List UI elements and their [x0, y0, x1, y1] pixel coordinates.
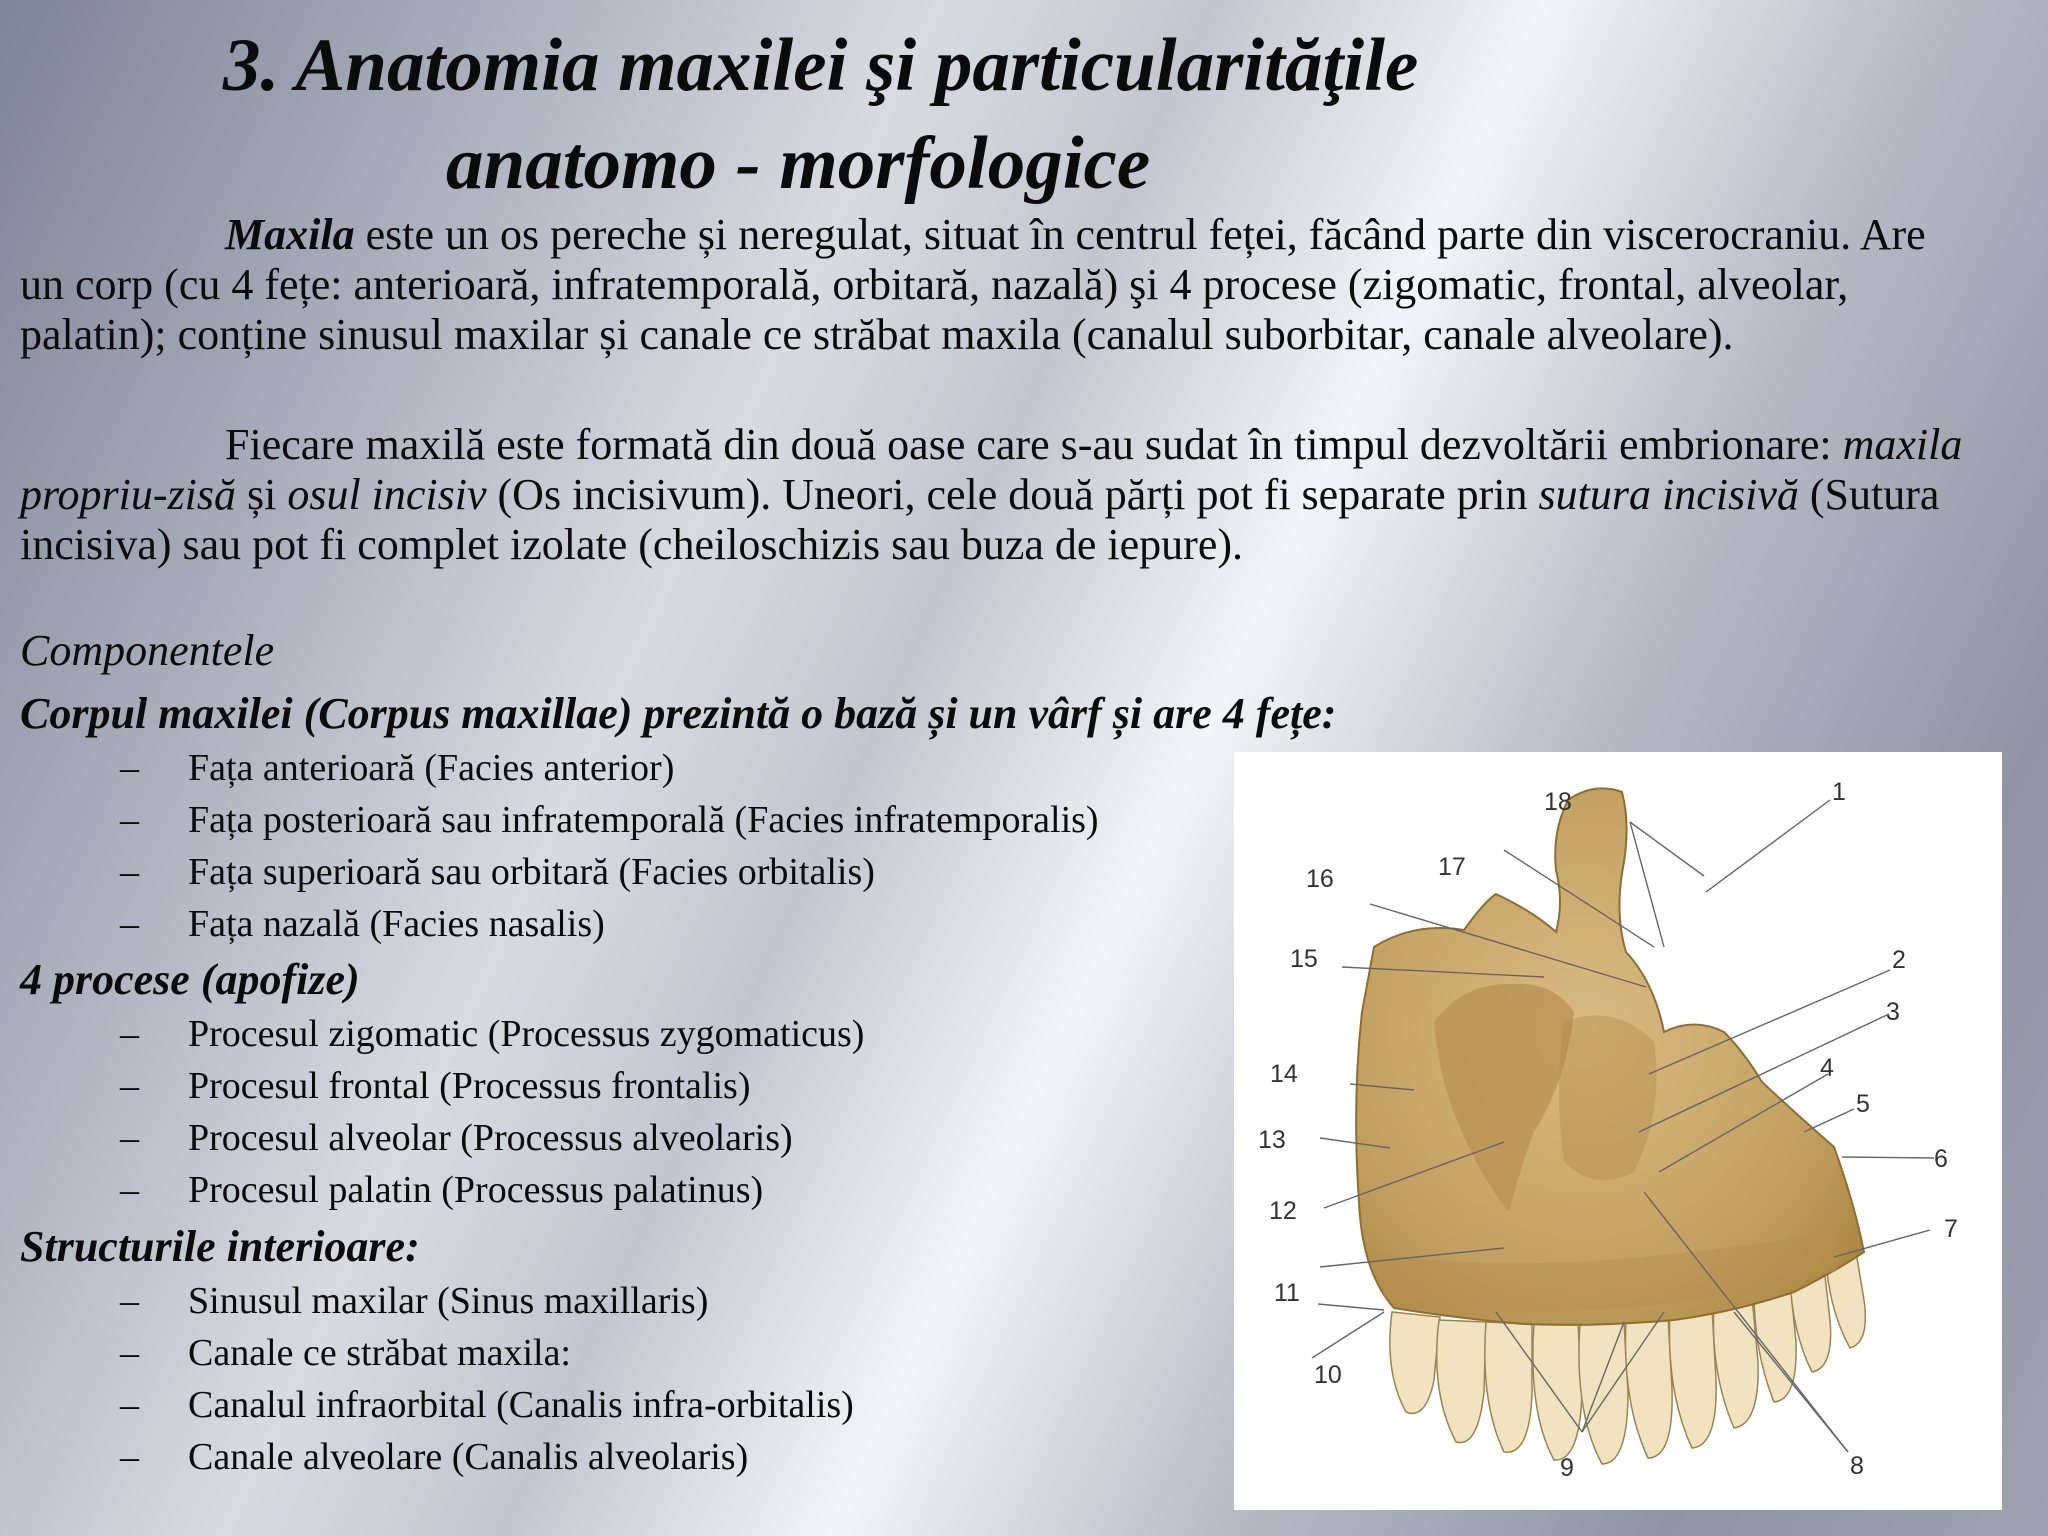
figure-label-6: 6: [1934, 1145, 1948, 1173]
tooth: [1485, 1322, 1532, 1452]
term-maxila-propriu-zisa: maxila propriu-zisă: [20, 420, 1963, 519]
list-item: [0, 1331, 854, 1383]
body-heading: Corpul maxilei (Corpus maxillae) prezintă o bază și un vârf și are 4 fețe:: [20, 689, 1337, 738]
tooth: [1625, 1317, 1672, 1458]
list-item: [0, 1435, 854, 1487]
dash-bullet: –: [120, 1169, 139, 1211]
figure-label-9: 9: [1560, 1454, 1574, 1482]
dash-bullet: –: [120, 799, 139, 841]
tooth: [1713, 1297, 1758, 1428]
tooth: [1533, 1324, 1582, 1460]
development-text-2: și: [235, 470, 288, 519]
development-text-4: (Sutura incisiva) sau pot fi complet izolate (cheiloschizis sau buza de iepure).: [20, 470, 1940, 569]
processes-heading: 4 procese (apofize): [20, 955, 360, 1004]
processes-list: [0, 1012, 864, 1220]
figure-label-13: 13: [1258, 1126, 1286, 1154]
figure-label-7: 7: [1944, 1215, 1958, 1243]
dash-bullet: –: [120, 1065, 139, 1107]
list-item: [0, 1064, 864, 1116]
figure-label-4: 4: [1820, 1054, 1834, 1082]
face-infratemporal: Fața posterioară sau infratemporală (Facies infratemporalis): [188, 799, 1099, 841]
components-heading: Componentele: [20, 626, 275, 675]
tooth: [1579, 1322, 1628, 1464]
process-frontal: Procesul frontal (Processus frontalis): [188, 1065, 751, 1107]
structures-heading: Structurile interioare:: [20, 1222, 420, 1271]
process-zygomatic: Procesul zigomatic (Processus zygomaticus): [188, 1013, 865, 1055]
process-palatine: Procesul palatin (Processus palatinus): [188, 1169, 764, 1211]
list-item: [0, 746, 1099, 798]
dash-bullet: –: [120, 1384, 139, 1426]
tooth: [1390, 1312, 1440, 1413]
structure-sinus: Sinusul maxilar (Sinus maxillaris): [188, 1280, 709, 1322]
list-item: [0, 1116, 864, 1168]
term-osul-incisiv: osul incisiv: [287, 470, 487, 519]
list-item: [0, 850, 1099, 902]
maxilla-illustration: [1234, 752, 2002, 1510]
face-orbital: Fața superioară sau orbitară (Facies orbitalis): [188, 851, 875, 893]
process-alveolar: Procesul alveolar (Processus alveolaris): [188, 1117, 793, 1159]
maxilla-diagram: [1234, 752, 2002, 1510]
list-item: [0, 1279, 854, 1331]
dash-bullet: –: [120, 1280, 139, 1322]
development-text-1: Fiecare maxilă este formată din două oase care s-au sudat în timpul dezvoltării embrionare:: [225, 420, 1843, 469]
development-paragraph: [20, 420, 1970, 570]
figure-label-3: 3: [1886, 998, 1900, 1026]
list-item: [0, 1012, 864, 1064]
dash-bullet: –: [120, 1436, 139, 1478]
dash-bullet: –: [120, 903, 139, 945]
page-title-line-2: anatomo - morfologice: [446, 122, 1151, 205]
face-anterior: Fața anterioară (Facies anterior): [188, 747, 675, 789]
list-item: [0, 798, 1099, 850]
list-item: [0, 1383, 854, 1435]
figure-label-2: 2: [1892, 946, 1906, 974]
figure-label-8: 8: [1850, 1452, 1864, 1480]
term-sutura-incisiva: sutura incisivă: [1538, 470, 1799, 519]
development-text-3: (Os incisivum). Uneori, cele două părți pot fi separate prin: [486, 470, 1539, 519]
figure-label-10: 10: [1314, 1361, 1342, 1389]
dash-bullet: –: [120, 851, 139, 893]
structure-alveolar-canals: Canale alveolare (Canalis alveolaris): [188, 1436, 749, 1478]
dash-bullet: –: [120, 747, 139, 789]
dash-bullet: –: [120, 1013, 139, 1055]
figure-label-15: 15: [1290, 945, 1318, 973]
figure-label-17: 17: [1438, 853, 1466, 881]
figure-label-12: 12: [1269, 1197, 1297, 1225]
structure-canals: Canale ce străbat maxila:: [188, 1332, 571, 1374]
figure-label-16: 16: [1306, 865, 1334, 893]
figure-label-5: 5: [1856, 1090, 1870, 1118]
intro-text: este un os pereche și neregulat, situat în centrul feței, făcând parte din viscerocraniu. Are un corp (cu 4 fețe: anterioară, infratemporală, orbitară, nazală) şi 4 procese (zigomatic, frontal, alveolar, palatin); conține sinusul maxilar și canale ce străbat maxila (canalul suborbitar, canale alveolare).: [20, 210, 1926, 359]
list-item: [0, 1168, 864, 1220]
dash-bullet: –: [120, 1117, 139, 1159]
maxila-term: Maxila: [225, 210, 355, 259]
tooth: [1669, 1308, 1716, 1448]
structure-infraorbital-canal: Canalul infraorbital (Canalis infra-orbitalis): [188, 1384, 854, 1426]
list-item: [0, 902, 1099, 954]
page-title-line-1: 3. Anatomia maxilei şi particularităţile: [223, 24, 1419, 107]
figure-label-1: 1: [1832, 778, 1846, 806]
dash-bullet: –: [120, 1332, 139, 1374]
tooth: [1437, 1320, 1486, 1443]
faces-list: [0, 746, 1099, 954]
face-nasal: Fața nazală (Facies nasalis): [188, 903, 605, 945]
figure-label-14: 14: [1270, 1060, 1298, 1088]
intro-paragraph: [20, 210, 1970, 360]
figure-label-18: 18: [1544, 788, 1572, 816]
structures-list: [0, 1279, 854, 1487]
figure-label-11: 11: [1274, 1279, 1300, 1307]
